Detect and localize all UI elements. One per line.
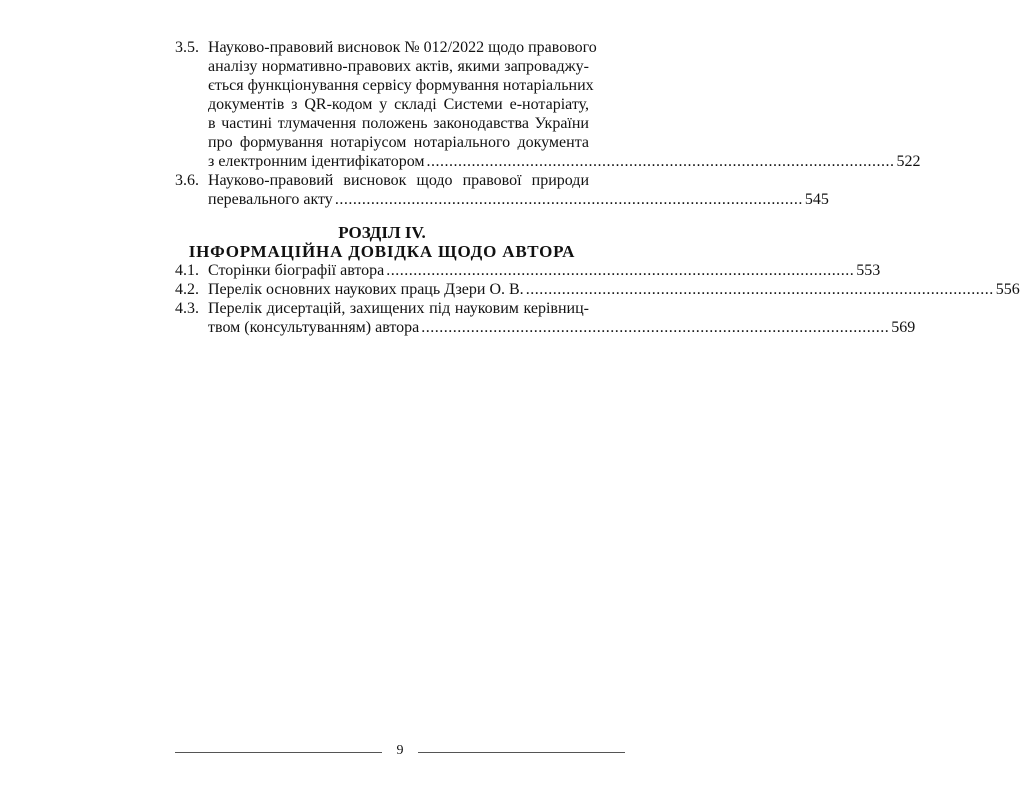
toc-entry-text-line: Сторінки біографії автора (208, 262, 385, 279)
toc-page-number: 556 (995, 281, 1020, 298)
toc-entry-last-line (208, 190, 829, 209)
page-footer (175, 742, 625, 762)
toc-entry-text-line: з електронним ідентифікатором (208, 153, 425, 170)
section-subtitle: ІНФОРМАЦІЙНА ДОВІДКА ЩОДО АВТОРА (188, 242, 576, 261)
toc-entry-text-line: Перелік основних наукових праць Дзери О. В. (208, 281, 524, 298)
toc-page-number: 553 (856, 262, 881, 279)
footer-page-number: 9 (396, 743, 404, 758)
toc-entry-text-line: про формування нотаріусом нотаріального документа (208, 134, 589, 151)
toc-entry-text-line: перевального акту (208, 191, 333, 208)
toc-entry-number: 3.6. (175, 172, 199, 189)
toc-entry-text-line: твом (консультуванням) автора (208, 319, 420, 336)
toc-page-number: 522 (896, 153, 921, 170)
footer-rule-right (418, 752, 625, 753)
toc-entry-text-line: Перелік дисертацій, захищених під науковим керівниц- (208, 300, 589, 317)
toc-entry-text-line: ється функціонування сервісу формування нотаріальних (208, 77, 594, 94)
toc-entry-last-line (208, 280, 1020, 299)
dot-leader: ........................................................................................................ (525, 281, 994, 298)
toc-entry-last-line (208, 152, 921, 171)
dot-leader: ........................................................................................................ (334, 191, 803, 208)
toc-page-number: 545 (804, 191, 829, 208)
dot-leader: ........................................................................................................ (386, 262, 855, 279)
toc-entry-text-line: аналізу нормативно-правових актів, якими запроваджу- (208, 58, 589, 75)
section-title: РОЗДІЛ IV. (338, 223, 426, 242)
toc-entry-text-line: Науково-правовий висновок щодо правової природи (208, 172, 589, 189)
toc-entry-number: 4.2. (175, 281, 199, 298)
toc-entry-number: 3.5. (175, 39, 199, 56)
toc-entry-text-line: в частині тлумачення положень законодавства України (208, 115, 589, 132)
toc-entry-text-line: документів з QR-кодом у складі Системи е-нотаріату, (208, 96, 589, 113)
toc-entry-3-6 (175, 171, 829, 209)
toc-entry-4-1 (175, 261, 881, 280)
toc-entry-last-line (208, 318, 916, 337)
dot-leader: ........................................................................................................ (426, 153, 895, 170)
dot-leader: ........................................................................................................ (421, 319, 890, 336)
toc-page-number: 569 (891, 319, 916, 336)
toc-entry-4-2 (175, 280, 1020, 299)
toc-entry-3-5 (175, 38, 921, 171)
toc-entry-text-line: Науково-правовий висновок № 012/2022 щодо правового (208, 39, 597, 56)
toc-entry-last-line (208, 261, 881, 280)
toc-entry-number: 4.1. (175, 262, 199, 279)
toc-entry-4-3 (175, 299, 916, 337)
table-of-contents (175, 38, 1020, 337)
toc-entry-number: 4.3. (175, 300, 199, 317)
